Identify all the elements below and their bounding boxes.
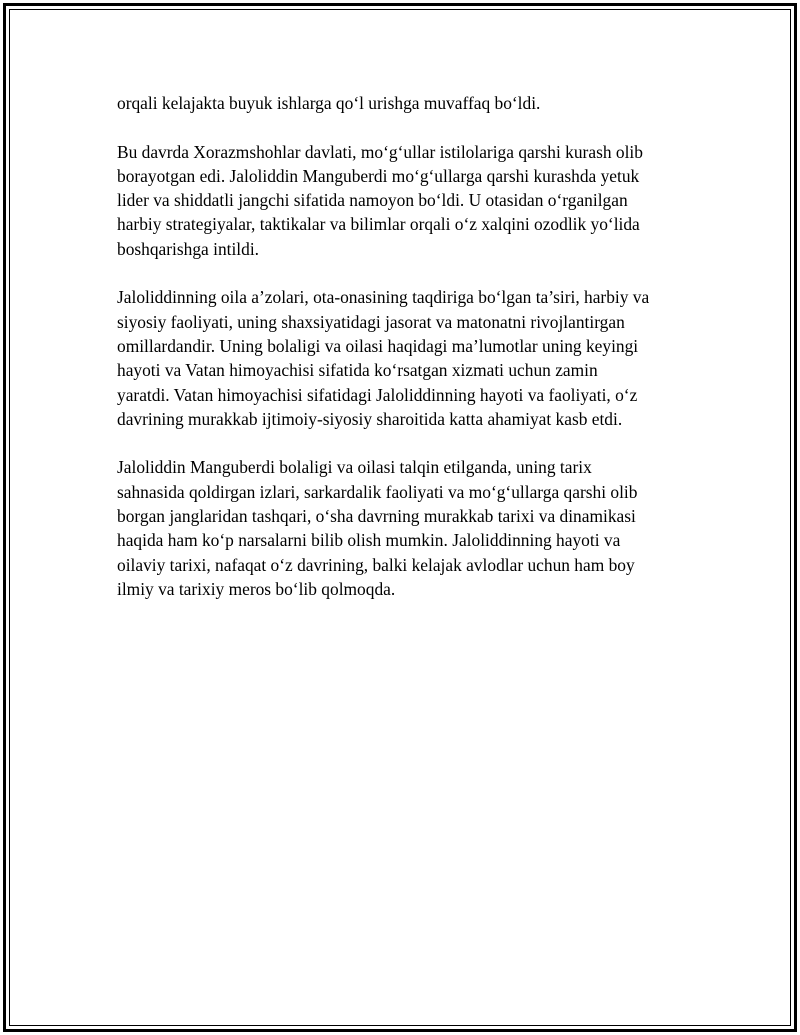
paragraph-3: Jaloliddinning oila a’zolari, ota-onasining taqdiriga bo‘lgan ta’siri, harbiy va siyosiy faoliyati, uning shaxsiyatidagi jasorat va matonatni rivojlantirgan omillardandir. Uning bolaligi va oilasi haqidagi ma’lumotlar uning keyingi hayoti va Vatan himoyachisi sifatida ko‘rsatgan xizmati uchun zamin yaratdi. Vatan himoyachisi sifatidagi Jaloliddinning hayoti va faoliyati, o‘z davrining murakkab ijtimoiy-siyosiy sharoitida katta ahamiyat kasb etdi. <box>117 287 650 429</box>
paragraph-1: orqali kelajakta buyuk ishlarga qo‘l urishga muvaffaq bo‘ldi. <box>117 93 541 113</box>
paragraph-2: Bu davrda Xorazmshohlar davlati, mo‘g‘ullar istilolariga qarshi kurash olib borayotgan edi. Jaloliddin Manguberdi mo‘g‘ullarga qarshi kurashda yetuk lider va shiddatli jangchi sifatida namoyon bo‘ldi. U otasidan o‘rganilgan harbiy strategiyalar, taktikalar va bilimlar orqali o‘z xalqini ozodlik yo‘lida boshqarishga intildi. <box>117 141 643 259</box>
paragraph-4: Jaloliddin Manguberdi bolaligi va oilasi talqin etilganda, uning tarix sahnasida qoldirgan izlari, sarkardalik faoliyati va mo‘g‘ullarga qarshi olib borgan janglaridan tashqari, o‘sha davrning murakkab tarixi va dinamikasi haqida ham ko‘p narsalarni bilib olish mumkin. Jaloliddinning hayoti va oilaviy tarixi, nafaqat o‘z davrining, balki kelajak avlodlar uchun ham boy ilmiy va tarixiy meros bo‘lib qolmoqda. <box>117 457 638 599</box>
document-body <box>117 91 697 626</box>
